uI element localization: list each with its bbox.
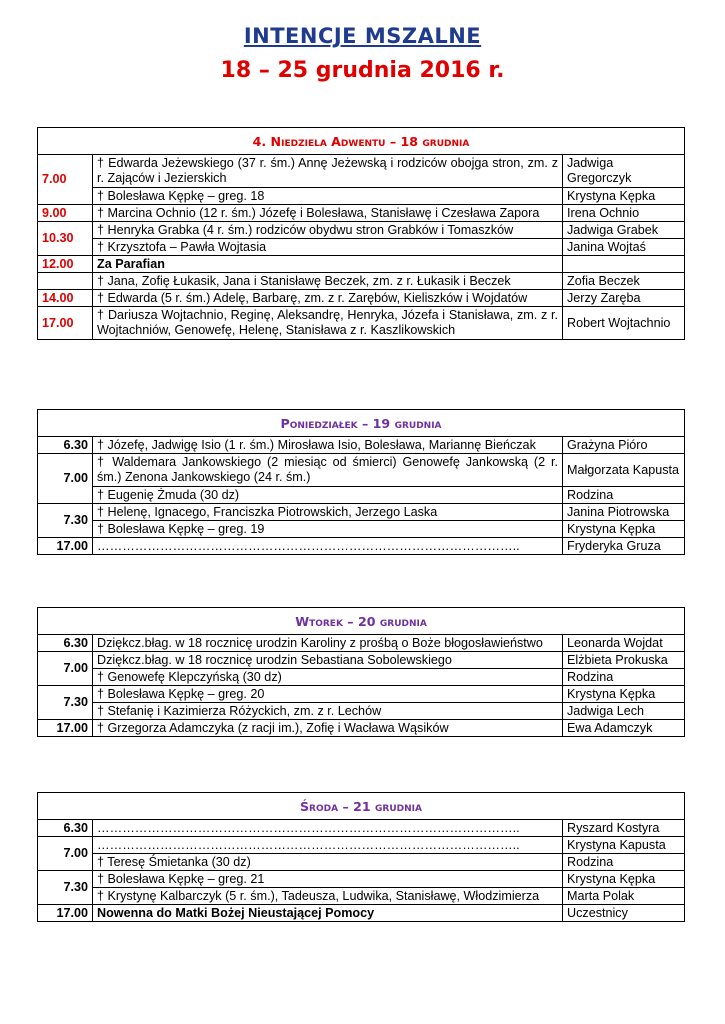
table-row <box>38 635 685 652</box>
table-row <box>38 290 685 307</box>
intention-text: † Stefanię i Kazimierza Różyckich, zm. z r. Lechów <box>93 703 563 720</box>
mass-time: 7.00 <box>38 837 93 871</box>
requester: Ryszard Kostyra <box>563 820 685 837</box>
intention-text: † Bolesława Kępkę – greg. 19 <box>93 521 563 538</box>
intention-text: Dziękcz.błag. w 18 rocznicę urodzin Karoliny z prośbą o Boże błogosławieństwo <box>93 635 563 652</box>
mass-time: 6.30 <box>38 635 93 652</box>
table-row <box>38 652 685 669</box>
requester: Fryderyka Gruza <box>563 538 685 555</box>
intention-text: ……………………………………………………………………………………….. <box>93 820 563 837</box>
intention-text: † Marcina Ochnio (12 r. śm.) Józefę i Bolesława, Stanisławę i Czesława Zapora <box>93 205 563 222</box>
schedule-table-wednesday <box>37 792 685 922</box>
requester: Jadwiga Grabek <box>563 222 685 239</box>
requester: Rodzina <box>563 854 685 871</box>
table-row <box>38 720 685 737</box>
requester: Jadwiga Gregorczyk <box>563 155 685 188</box>
requester: Krystyna Kępka <box>563 521 685 538</box>
table-row <box>38 871 685 888</box>
intention-text: † Bolesława Kępkę – greg. 18 <box>93 188 563 205</box>
mass-time: 17.00 <box>38 538 93 555</box>
intention-text: † Bolesława Kępkę – greg. 21 <box>93 871 563 888</box>
intention-text: Dziękcz.błag. w 18 rocznicę urodzin Sebastiana Sobolewskiego <box>93 652 563 669</box>
requester: Zofia Beczek <box>563 273 685 290</box>
mass-time: 17.00 <box>38 307 93 340</box>
table-row <box>38 521 685 538</box>
requester: Grażyna Pióro <box>563 437 685 454</box>
schedule-table-tuesday <box>37 607 685 737</box>
intention-text: † Henryka Grabka (4 r. śm.) rodziców obydwu stron Grabków i Tomaszków <box>93 222 563 239</box>
intention-text: † Jana, Zofię Łukasik, Jana i Stanisławę Beczek, zm. z r. Łukasik i Beczek <box>93 273 563 290</box>
intention-text: † Edwarda Jeżewskiego (37 r. śm.) Annę Jeżewską i rodziców obojga stron, zm. z r. Zająców i Jezierskich <box>93 155 563 188</box>
mass-time: 12.00 <box>38 256 93 273</box>
requester: Uczestnicy <box>563 905 685 922</box>
table-row <box>38 307 685 340</box>
requester: Małgorzata Kapusta <box>563 454 685 487</box>
table-row <box>38 155 685 188</box>
table-row <box>38 854 685 871</box>
requester: Jerzy Zaręba <box>563 290 685 307</box>
requester: Rodzina <box>563 669 685 686</box>
mass-time: 17.00 <box>38 905 93 922</box>
intention-text: † Dariusza Wojtachnio, Reginę, Aleksandrę, Henryka, Józefa i Stanisława, zm. z r. Wojtachniów, Genowefę, Helenę, Stanisława z r. Kaszlikowskich <box>93 307 563 340</box>
table-row <box>38 273 685 290</box>
table-row <box>38 820 685 837</box>
requester: Marta Polak <box>563 888 685 905</box>
requester: Janina Wojtaś <box>563 239 685 256</box>
intention-text: † Krystynę Kalbarczyk (5 r. śm.), Tadeusza, Ludwika, Stanisławę, Włodzimierza <box>93 888 563 905</box>
requester: Krystyna Kępka <box>563 686 685 703</box>
day-heading: 4. Niedziela Adwentu – 18 grudnia <box>38 128 685 155</box>
intention-text: † Waldemara Jankowskiego (2 miesiąc od śmierci) Genowefę Jankowską (2 r. śm.) Zenona Jankowskiego (24 r. śm.) <box>93 454 563 487</box>
table-row <box>38 437 685 454</box>
schedule-table-sunday <box>37 127 685 340</box>
requester: Elżbieta Prokuska <box>563 652 685 669</box>
mass-time: 14.00 <box>38 290 93 307</box>
intention-text: † Bolesława Kępkę – greg. 20 <box>93 686 563 703</box>
table-row <box>38 454 685 487</box>
intention-text: † Genowefę Klepczyńską (30 dz) <box>93 669 563 686</box>
intention-text: † Eugenię Żmuda (30 dz) <box>93 487 563 504</box>
mass-time: 7.00 <box>38 155 93 205</box>
table-row <box>38 837 685 854</box>
table-row <box>38 888 685 905</box>
mass-time: 6.30 <box>38 437 93 454</box>
schedule-table-monday <box>37 409 685 555</box>
mass-time: 7.30 <box>38 686 93 720</box>
mass-time: 7.30 <box>38 504 93 538</box>
date-range: 18 – 25 grudnia 2016 r. <box>220 58 505 83</box>
intention-text: † Józefę, Jadwigę Isio (1 r. śm.) Mirosława Isio, Bolesława, Mariannę Bieńczak <box>93 437 563 454</box>
intention-text: † Krzysztofa – Pawła Wojtasia <box>93 239 563 256</box>
requester: Krystyna Kępka <box>563 871 685 888</box>
mass-time <box>38 273 93 290</box>
table-row <box>38 222 685 239</box>
intention-text: † Helenę, Ignacego, Franciszka Piotrowskich, Jerzego Laska <box>93 504 563 521</box>
table-row <box>38 239 685 256</box>
intention-text: † Teresę Śmietanka (30 dz) <box>93 854 563 871</box>
intention-text: ……………………………………………………………………………………….. <box>93 538 563 555</box>
intention-text: Za Parafian <box>93 256 563 273</box>
requester: Robert Wojtachnio <box>563 307 685 340</box>
table-row <box>38 504 685 521</box>
intention-text: † Grzegorza Adamczyka (z racji im.), Zofię i Wacława Wąsików <box>93 720 563 737</box>
table-row <box>38 538 685 555</box>
page-title: INTENCJE MSZALNE <box>243 24 482 48</box>
table-row <box>38 669 685 686</box>
mass-time: 10.30 <box>38 222 93 256</box>
day-heading: Poniedziałek – 19 grudnia <box>38 410 685 437</box>
mass-time: 7.00 <box>38 652 93 686</box>
requester: Krystyna Kapusta <box>563 837 685 854</box>
requester: Janina Piotrowska <box>563 504 685 521</box>
mass-time: 6.30 <box>38 820 93 837</box>
intention-text: Nowenna do Matki Bożej Nieustającej Pomocy <box>93 905 563 922</box>
table-row <box>38 188 685 205</box>
requester: Krystyna Kępka <box>563 188 685 205</box>
table-row <box>38 487 685 504</box>
requester: Leonarda Wojdat <box>563 635 685 652</box>
table-row <box>38 703 685 720</box>
table-row <box>38 205 685 222</box>
requester: Ewa Adamczyk <box>563 720 685 737</box>
day-heading: Środa – 21 grudnia <box>38 793 685 820</box>
mass-time: 7.30 <box>38 871 93 905</box>
table-row <box>38 686 685 703</box>
table-row <box>38 905 685 922</box>
mass-time: 7.00 <box>38 454 93 504</box>
day-heading: Wtorek – 20 grudnia <box>38 608 685 635</box>
mass-time: 17.00 <box>38 720 93 737</box>
requester: Rodzina <box>563 487 685 504</box>
requester: Jadwiga Lech <box>563 703 685 720</box>
mass-time: 9.00 <box>38 205 93 222</box>
requester <box>563 256 685 273</box>
table-row <box>38 256 685 273</box>
intention-text: † Edwarda (5 r. śm.) Adelę, Barbarę, zm. z r. Zarębów, Kieliszków i Wojdatów <box>93 290 563 307</box>
requester: Irena Ochnio <box>563 205 685 222</box>
intention-text: ……………………………………………………………………………………….. <box>93 837 563 854</box>
